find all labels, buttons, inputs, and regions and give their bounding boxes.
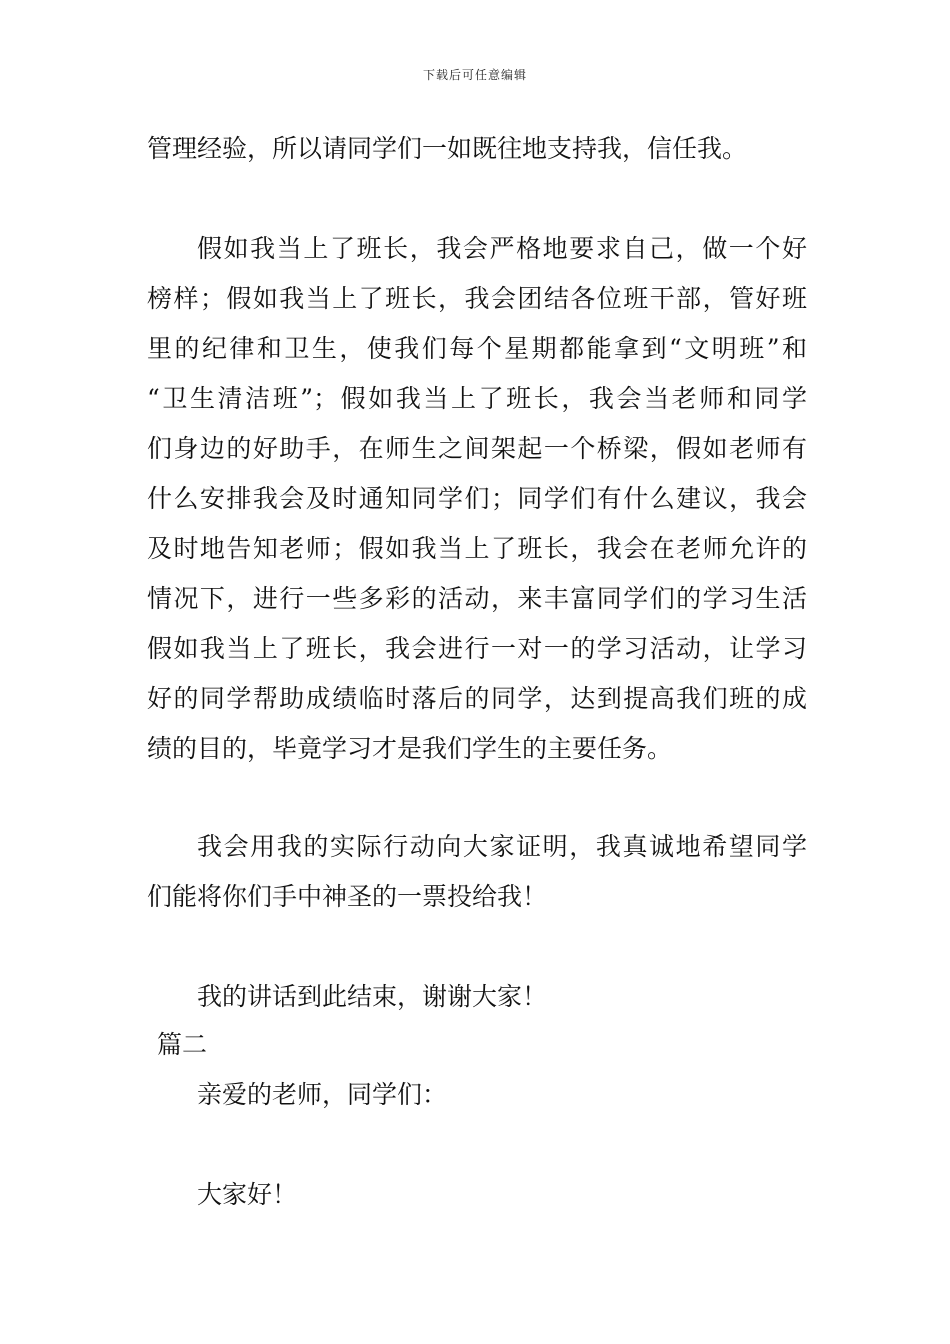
paragraph-line: 什么安排我会及时通知同学们；同学们有什么建议，我会 [147, 484, 807, 513]
salutation-line: 亲爱的老师，同学们： [197, 1080, 448, 1109]
paragraph-line: 假如我当上了班长，我会严格地要求自己，做一个好 [197, 234, 807, 263]
paragraph-line: 们身边的好助手，在师生之间架起一个桥梁，假如老师有 [147, 434, 807, 463]
greeting-line: 大家好！ [197, 1180, 298, 1209]
paragraph-line: 里的纪律和卫生，使我们每个星期都能拿到“文明班”和 [147, 334, 807, 363]
paragraph-line: 我的讲话到此结束，谢谢大家！ [197, 982, 548, 1011]
paragraph-line: 管理经验，所以请同学们一如既往地支持我，信任我。 [147, 134, 748, 163]
paragraph-line: 榜样；假如我当上了班长，我会团结各位班干部，管好班 [147, 284, 807, 313]
paragraph-line: 及时地告知老师；假如我当上了班长，我会在老师允许的 [147, 534, 807, 563]
paragraph-line: 绩的目的，毕竟学习才是我们学生的主要任务。 [147, 734, 673, 763]
paragraph-line: 假如我当上了班长，我会进行一对一的学习活动，让学习 [147, 634, 807, 663]
paragraph-line: 好的同学帮助成绩临时落后的同学，达到提高我们班的成 [147, 684, 807, 713]
paragraph-line: 们能将你们手中神圣的一票投给我！ [147, 882, 548, 911]
paragraph-line: 我会用我的实际行动向大家证明，我真诚地希望同学 [197, 832, 807, 861]
paragraph-line: 情况下，进行一些多彩的活动，来丰富同学们的学习生活 [147, 584, 807, 613]
header-note: 下载后可任意编辑 [422, 68, 527, 82]
paragraph-line: “卫生清洁班”；假如我当上了班长，我会当老师和同学 [147, 384, 807, 413]
section-title: 篇二 [157, 1030, 208, 1059]
